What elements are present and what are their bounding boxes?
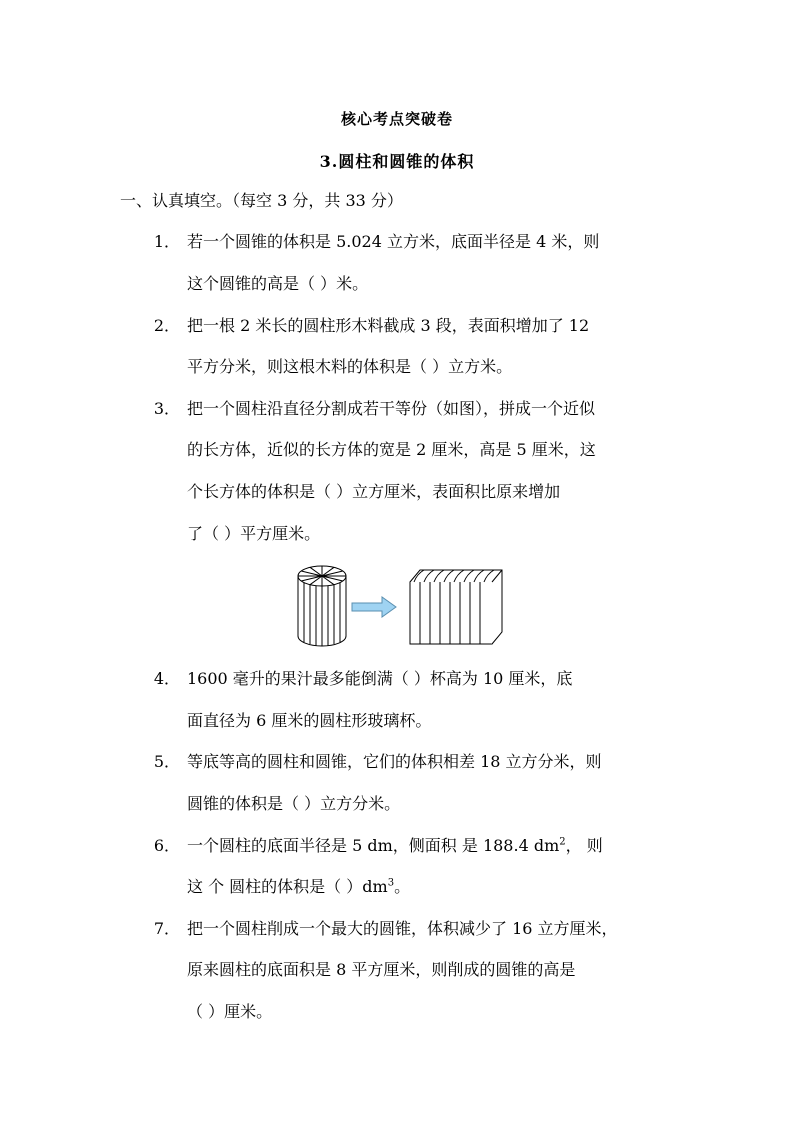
question-text: 原来圆柱的底面积是 8 平方厘米，则削成的圆锥的高是 [187, 960, 576, 979]
question-text: 把一根 2 米长的圆柱形木料截成 3 段，表面积增加了 12 [187, 316, 590, 335]
question-text: 平方分米，则这根木料的体积是（ ）立方米。 [187, 357, 513, 376]
question-text-part: 。 [394, 877, 411, 896]
cylinder-shape [298, 566, 346, 646]
question-text: 面直径为 6 厘米的圆柱形玻璃杯。 [187, 711, 432, 730]
question-text-part: 这 个 圆柱的体积是（ ）dm [187, 877, 388, 896]
question-text-part: 一个圆柱的底面半径是 5 dm，侧面积 是 188.4 dm [187, 836, 560, 855]
question-text: 1600 毫升的果汁最多能倒满（ ）杯高为 10 厘米，底 [187, 669, 573, 688]
question-text: （ ）厘米。 [187, 1002, 273, 1021]
section-heading: 一、认真填空。（每空 3 分，共 33 分） [120, 191, 403, 210]
page-subtitle: 3.圆柱和圆锥的体积 [319, 152, 475, 171]
question-text: 了（ ）平方厘米。 [187, 524, 321, 543]
question-text: 把一个圆柱沿直径分割成若干等份（如图），拼成一个近似 [187, 399, 596, 418]
question-number: 5． [153, 752, 180, 771]
question-text: 等底等高的圆柱和圆锥，它们的体积相差 18 立方分米，则 [187, 752, 602, 771]
question-text: 圆锥的体积是（ ）立方分米。 [187, 794, 401, 813]
question-text: 把一个圆柱削成一个最大的圆锥，体积减少了 16 立方厘米， [187, 919, 618, 938]
arrow-icon [352, 597, 396, 617]
question-number: 2． [153, 316, 180, 335]
question-number: 6． [153, 836, 180, 855]
question-text [187, 877, 410, 897]
question-number: 3． [153, 399, 180, 418]
superscript: 3 [387, 877, 395, 889]
cylinder-to-cuboid-figure [295, 560, 505, 652]
question-number: 1． [153, 232, 180, 251]
question-text: 若一个圆锥的体积是 5.024 立方米，底面半径是 4 米，则 [187, 232, 600, 251]
question-number: 7． [153, 919, 180, 938]
question-text: 这个圆锥的高是（ ）米。 [187, 274, 369, 293]
question-text: 的长方体，近似的长方体的宽是 2 厘米，高是 5 厘米，这 [187, 440, 596, 459]
cuboid-shape [410, 570, 502, 644]
page-title: 核心考点突破卷 [340, 110, 453, 128]
question-number: 4． [153, 669, 180, 688]
superscript: 2 [559, 836, 566, 848]
question-text: 个长方体的体积是（ ）立方厘米，表面积比原来增加 [187, 482, 561, 501]
question-text [187, 836, 603, 856]
question-text-part: ， 则 [565, 836, 603, 855]
